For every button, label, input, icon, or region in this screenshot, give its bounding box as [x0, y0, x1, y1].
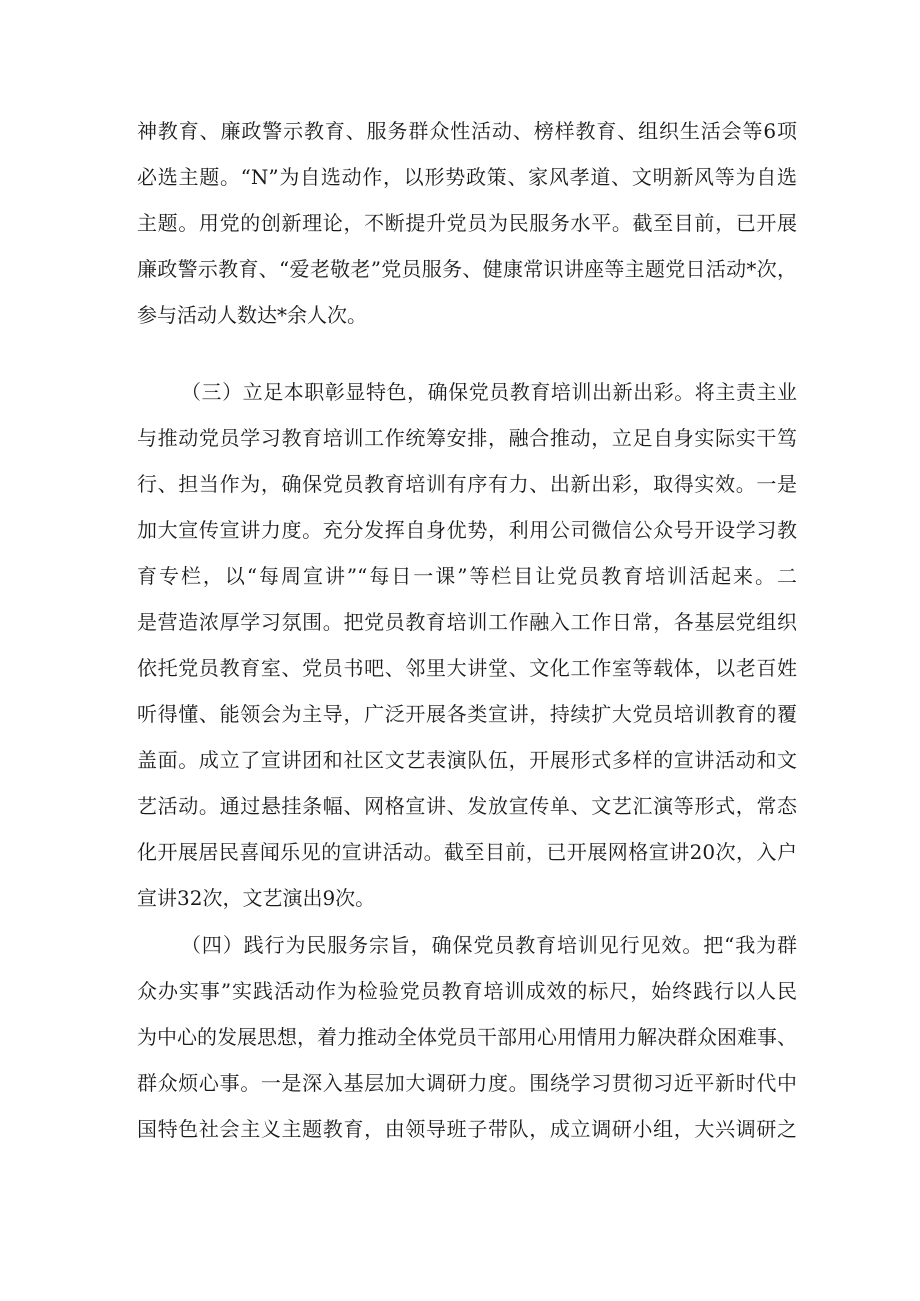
- paragraph-2-line-4: 加大宣传宣讲力度。充分发挥自身优势，利用公司微信公众号开设学习教: [137, 518, 797, 542]
- paragraph-2-line-2: 与推动党员学习教育培训工作统筹安排，融合推动，立足自身实际实干笃: [137, 426, 797, 450]
- paragraph-3-line-1: （四）践行为民服务宗旨，确保党员教育培训见行见效。把“我为群: [181, 933, 797, 957]
- paragraph-2-line-10: 艺活动。通过悬挂条幅、网格宣讲、发放宣传单、文艺汇演等形式，常态: [137, 794, 797, 818]
- paragraph-2-line-6: 是营造浓厚学习氛围。把党员教育培训工作融入工作日常，各基层党组织: [137, 610, 797, 634]
- paragraph-3-line-4: 群众烦心事。一是深入基层加大调研力度。围绕学习贯彻习近平新时代中: [137, 1071, 797, 1095]
- paragraph-2-line-9: 盖面。成立了宣讲团和社区文艺表演队伍，开展形式多样的宣讲活动和文: [137, 748, 797, 772]
- paragraph-2-line-8: 听得懂、能领会为主导，广泛开展各类宣讲，持续扩大党员培训教育的覆: [137, 702, 797, 726]
- paragraph-3-line-5: 国特色社会主义主题教育，由领导班子带队，成立调研小组，大兴调研之: [137, 1117, 797, 1141]
- paragraph-2-line-1: （三）立足本职彰显特色，确保党员教育培训出新出彩。将主责主业: [181, 380, 797, 404]
- paragraph-1-line-5: 参与活动人数达*余人次。: [137, 303, 367, 327]
- paragraph-2-line-12: 宣讲32次，文艺演出9次。: [137, 886, 376, 910]
- paragraph-1-line-1: 神教育、廉政警示教育、服务群众性活动、榜样教育、组织生活会等6项: [137, 119, 797, 143]
- paragraph-1-line-4: 廉政警示教育、“爱老敬老”党员服务、健康常识讲座等主题党日活动*次，: [137, 257, 797, 281]
- paragraph-3-line-3: 为中心的发展思想，着力推动全体党员干部用心用情用力解决群众困难事、: [137, 1025, 797, 1049]
- paragraph-2-line-11: 化开展居民喜闻乐见的宣讲活动。截至目前，已开展网格宣讲20次，入户: [137, 840, 797, 864]
- paragraph-2-line-3: 行、担当作为，确保党员教育培训有序有力、出新出彩，取得实效。一是: [137, 472, 797, 496]
- paragraph-1-line-2: 必选主题。“N”为自选动作，以形势政策、家风孝道、文明新风等为自选: [137, 165, 797, 189]
- paragraph-1-line-3: 主题。用党的创新理论，不断提升党员为民服务水平。截至目前，已开展: [137, 211, 797, 235]
- paragraph-3-line-2: 众办实事”实践活动作为检验党员教育培训成效的标尺，始终践行以人民: [137, 979, 797, 1003]
- paragraph-2-line-7: 依托党员教育室、党员书吧、邻里大讲堂、文化工作室等载体，以老百姓: [137, 656, 797, 680]
- paragraph-2-line-5: 育专栏，以“每周宣讲”“每日一课”等栏目让党员教育培训活起来。二: [137, 564, 797, 588]
